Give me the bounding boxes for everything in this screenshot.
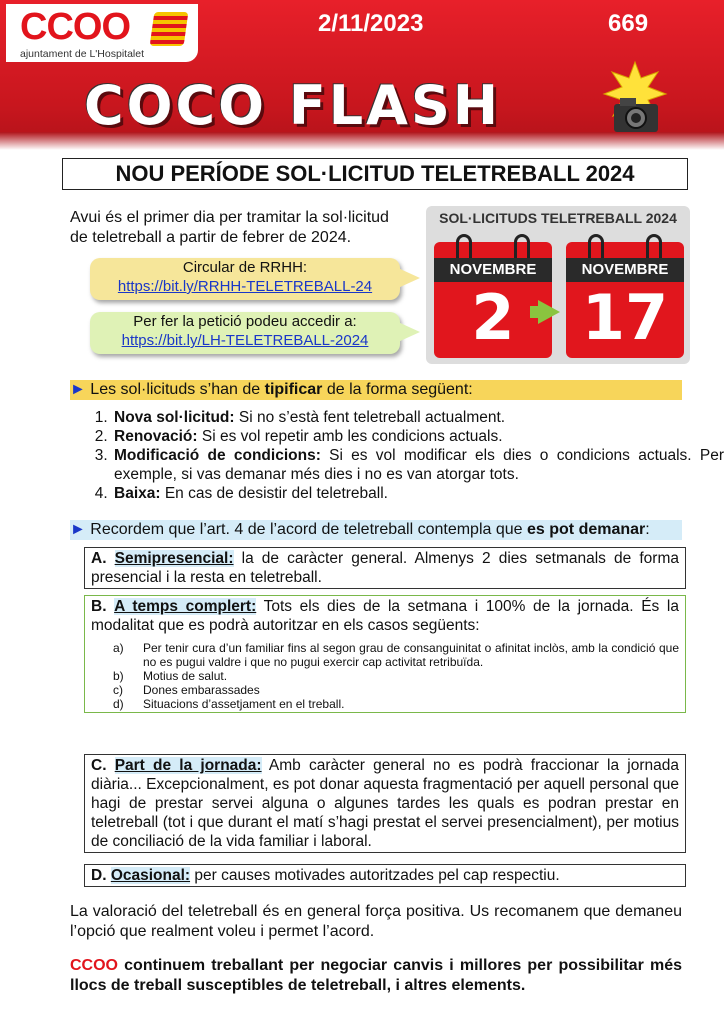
camera-flash-icon	[600, 60, 670, 138]
mode-text: per causes motivades autoritzades pel cap respectiu.	[190, 867, 560, 884]
list-item	[91, 669, 679, 683]
triangle-bullet-icon: ►	[70, 521, 86, 538]
case-key: b)	[113, 669, 124, 683]
item-label: Renovació:	[114, 428, 198, 445]
mode-text: la de caràcter general. Almenys 2 dies setmanals de forma presencial i la resta en teletreball.	[91, 550, 679, 586]
issue-date: 2/11/2023	[318, 10, 424, 37]
mode-letter: B.	[91, 598, 107, 615]
item-text: En cas de desistir del teletreball.	[160, 485, 388, 502]
list-item	[112, 408, 724, 427]
list-item	[112, 427, 724, 446]
case-text: Motius de salut.	[143, 669, 228, 683]
band-text: :	[645, 521, 650, 538]
mode-c-box	[84, 754, 686, 853]
ring-icon	[514, 234, 530, 259]
intro-text: Avui és el primer dia per tramitar la sol·licitud de teletreball a partir de febrer de 2024.	[70, 209, 389, 246]
mode-a-box	[84, 547, 686, 589]
mode-label: A temps complert:	[114, 598, 257, 615]
note-request-access	[90, 312, 400, 354]
mode-letter: A.	[91, 550, 107, 567]
case-key: c)	[113, 683, 123, 697]
modes-band	[70, 520, 682, 540]
calendar-title: SOL·LICITUDS TELETREBALL 2024	[439, 210, 677, 226]
case-key: a)	[113, 641, 124, 655]
case-key: d)	[113, 697, 124, 711]
end-day: 17	[581, 281, 669, 354]
rrhh-circular-link[interactable]: https://bit.ly/RRHH-TELETREBALL-24	[117, 278, 373, 295]
band-text: Les sol·licituds s’han de	[90, 381, 265, 398]
ring-icon	[588, 234, 604, 259]
headline: NOU PERÍODE SOL·LICITUD TELETREBALL 2024	[62, 158, 688, 190]
issue-number: 669	[608, 10, 649, 37]
mode-label: Semipresencial:	[114, 550, 234, 567]
header-banner	[0, 0, 724, 150]
mode-b-box	[84, 595, 686, 713]
item-label: Modificació de condicions:	[114, 447, 321, 464]
newsletter-title: COCO FLASH	[84, 74, 502, 137]
triangle-bullet-icon: ►	[70, 381, 86, 398]
band-text: Recordem que l’art. 4 de l’acord de teletreball contempla que	[90, 521, 527, 538]
list-item	[91, 641, 679, 669]
calendar-graphic	[426, 206, 690, 364]
start-month: NOVEMBRE	[434, 258, 552, 282]
item-label: Nova sol·licitud:	[114, 409, 235, 426]
item-label: Baixa:	[114, 485, 161, 502]
final-text: continuem treballant per negociar canvis i millores per possibilitar més llocs de treball susceptibles de teletreball, i altres elements.	[70, 957, 682, 994]
request-types-list	[70, 408, 724, 503]
note-text: Circular de RRHH:	[182, 259, 308, 276]
mode-d-box	[84, 864, 686, 887]
ring-icon	[456, 234, 472, 259]
mode-text: Tots els dies de la setmana i 100% de la jornada. És la modalitat que es podrà autoritzar en els casos següents:	[91, 598, 679, 634]
mode-label: Part de la jornada:	[114, 757, 262, 774]
senyera-flag-icon	[150, 12, 189, 46]
band-bold: tipificar	[264, 381, 323, 398]
band-text: de la forma següent:	[322, 381, 473, 398]
types-band	[70, 380, 682, 400]
item-text: Si es vol repetir amb les condicions actuals.	[197, 428, 503, 445]
ccoo-logo	[6, 4, 198, 62]
final-statement	[70, 956, 682, 996]
case-text: Situacions d’assetjament en el treball.	[143, 697, 345, 711]
list-item	[112, 446, 724, 484]
closing-paragraph: La valoració del teletreball és en general força positiva. Us recomanem que demaneu l’opció que realment voleu i permet l’acord.	[70, 903, 682, 940]
ccoo-highlight: CCOO	[70, 957, 118, 974]
start-day: 2	[471, 281, 515, 354]
note-text: Per fer la petició podeu accedir a:	[133, 313, 357, 330]
arrow-right-icon	[538, 300, 560, 324]
item-text: Si es vol modificar els dies o condicions actuals. Per exemple, si vas demanar més dies i no es van atorgar tots.	[114, 447, 724, 483]
list-item	[112, 484, 724, 503]
ring-icon	[646, 234, 662, 259]
mode-label: Ocasional:	[110, 867, 191, 884]
band-bold: es pot demanar	[527, 521, 646, 538]
list-item	[91, 683, 679, 697]
mode-letter: D.	[91, 867, 107, 884]
request-form-link[interactable]: https://bit.ly/LH-TELETREBALL-2024	[121, 332, 369, 349]
calendar-end	[566, 242, 684, 358]
note-rrhh-circular	[90, 258, 400, 300]
case-text: Dones embarassades	[143, 683, 260, 697]
mode-letter: C.	[91, 757, 107, 774]
case-text: Per tenir cura d’un familiar fins al segon grau de consanguinitat o afinitat inclòs, amb la condició que no es pugui valdre i que no pugui exercir cap activitat retribuïda.	[143, 641, 679, 669]
item-text: Si no s’està fent teletreball actualment.	[234, 409, 506, 426]
logo-text: CCOO	[20, 6, 130, 48]
mode-text: Amb caràcter general no es podrà fraccionar la jornada diària... Excepcionalment, es pot donar aquesta fragmentació per aquell personal que hagi de prestar servei alguna o algunes tardes les quals es podran prestar en teletreball (tot i que durant el matí s’hagi prestat el servei presencialment), per motius de conciliació de la vida familiar i laboral.	[91, 757, 679, 850]
logo-subtitle: ajuntament de L'Hospitalet	[20, 48, 145, 60]
mode-b-cases	[91, 641, 679, 711]
end-month: NOVEMBRE	[566, 258, 684, 282]
calendar-start	[434, 242, 552, 358]
list-item	[91, 697, 679, 711]
